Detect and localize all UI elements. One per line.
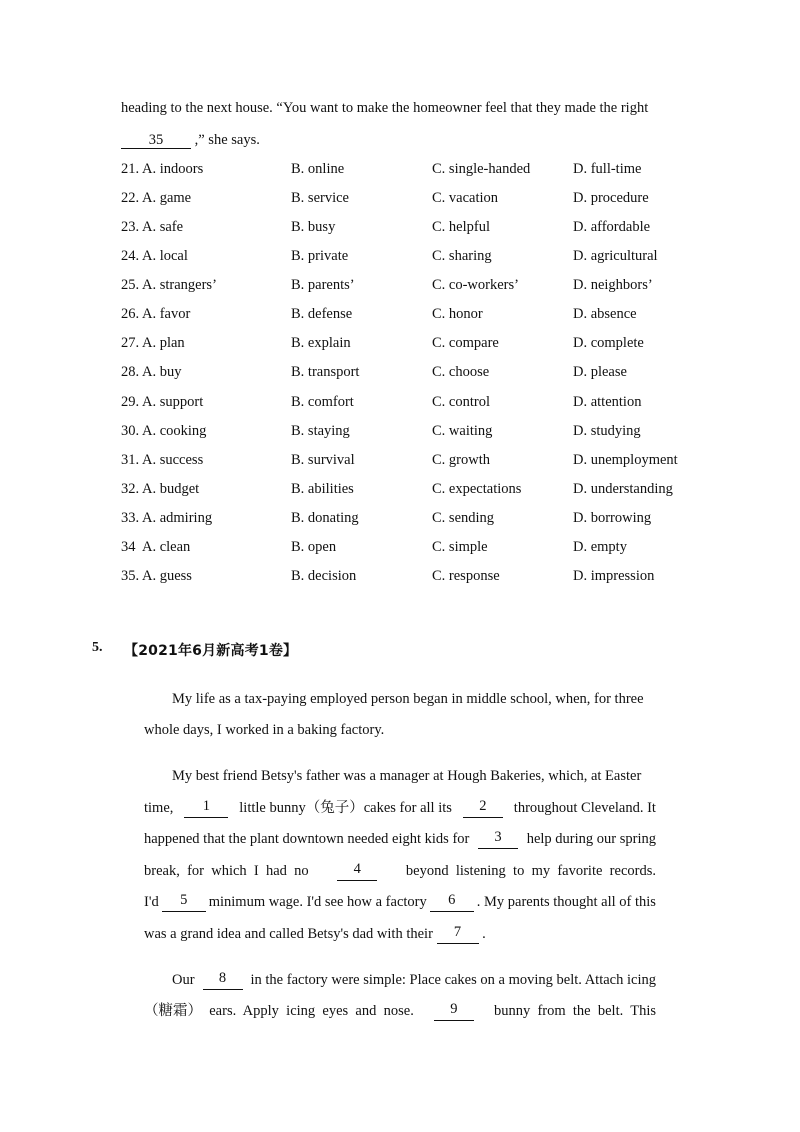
option-d: D. please xyxy=(573,364,627,381)
blank-9: 9 xyxy=(434,1001,474,1021)
p2-line-4: break, for which I had no 4 beyond listening to my favorite records. xyxy=(144,861,656,879)
intro-line-2-text: ,” she says. xyxy=(191,132,260,148)
p2-line-5: I'd 5 minimum wage. I'd see how a factory 6 . My parents thought all of this xyxy=(144,892,656,910)
section-number: 5. xyxy=(92,640,103,655)
option-c: C. helpful xyxy=(432,219,490,236)
option-d: D. absence xyxy=(573,306,637,323)
option-a: A. budget xyxy=(142,480,200,497)
section-title: 【2021年6月新高考1卷】 xyxy=(124,643,298,659)
option-row xyxy=(121,333,701,353)
option-b: B. parents’ xyxy=(291,277,355,294)
question-number: 35. xyxy=(121,567,140,584)
option-row xyxy=(121,537,701,557)
option-a: A. strangers’ xyxy=(142,277,217,294)
option-d: D. borrowing xyxy=(573,509,652,526)
blank-6: 6 xyxy=(430,892,474,912)
question-number: 22. xyxy=(121,190,140,207)
p3-line-1: Our 8 in the factory were simple: Place cakes on a moving belt. Attach icing xyxy=(172,970,656,988)
option-row xyxy=(121,217,701,237)
option-c: C. choose xyxy=(432,364,490,381)
option-a: A. buy xyxy=(142,364,182,381)
option-b: B. survival xyxy=(291,451,355,468)
option-row xyxy=(121,508,701,528)
question-number: 34 xyxy=(121,538,136,555)
option-row xyxy=(121,450,701,470)
question-number: 27. xyxy=(121,335,140,352)
option-b: B. abilities xyxy=(291,480,354,497)
option-a: A. local xyxy=(142,248,188,265)
blank-1: 1 xyxy=(184,798,228,818)
option-a: A. favor xyxy=(142,306,191,323)
question-number: 31. xyxy=(121,451,140,468)
p2-line-2: time, 1 little bunny（兔子）cakes for all its 2 throughout Cleveland. It xyxy=(144,798,656,816)
option-b: B. open xyxy=(291,538,337,555)
option-b: B. service xyxy=(291,190,349,207)
question-number: 29. xyxy=(121,393,140,410)
option-row xyxy=(121,421,701,441)
option-c: C. response xyxy=(432,567,500,584)
option-row xyxy=(121,246,701,266)
option-row xyxy=(121,188,701,208)
p2-line-3: happened that the plant downtown needed eight kids for 3 help during our spring xyxy=(144,829,656,847)
option-row xyxy=(121,479,701,499)
option-row xyxy=(121,392,701,412)
option-b: B. comfort xyxy=(291,393,354,410)
option-b: B. transport xyxy=(291,364,360,381)
question-number: 32. xyxy=(121,480,140,497)
intro-text: heading to the next house. “You want to make the homeowner feel that they made the right xyxy=(121,100,649,116)
option-a: A. support xyxy=(142,393,204,410)
option-d: D. full-time xyxy=(573,161,642,177)
option-row xyxy=(121,566,701,586)
blank-4: 4 xyxy=(337,861,377,881)
option-d: D. affordable xyxy=(573,219,651,236)
option-a: A. success xyxy=(142,451,204,468)
option-c: C. control xyxy=(432,393,490,410)
option-d: D. unemployment xyxy=(573,451,678,468)
question-number: 26. xyxy=(121,306,140,323)
question-number: 23. xyxy=(121,219,140,236)
option-c: C. sending xyxy=(432,509,495,526)
option-c: C. single-handed xyxy=(432,161,531,177)
option-d: D. procedure xyxy=(573,190,649,207)
option-a: A. cooking xyxy=(142,422,207,439)
p2-line-1: My best friend Betsy's father was a manager at Hough Bakeries, which, at Easter xyxy=(172,768,642,784)
option-c: C. expectations xyxy=(432,480,522,497)
option-d: D. empty xyxy=(573,538,627,555)
option-c: C. growth xyxy=(432,451,490,468)
option-b: B. decision xyxy=(291,567,357,584)
option-d: D. complete xyxy=(573,335,644,352)
blank-2: 2 xyxy=(463,798,503,818)
option-c: C. waiting xyxy=(432,422,493,439)
question-number: 24. xyxy=(121,248,140,265)
option-b: B. staying xyxy=(291,422,350,439)
option-d: D. attention xyxy=(573,393,642,410)
option-d: D. understanding xyxy=(573,480,673,497)
blank-5: 5 xyxy=(162,892,206,912)
p2-line-6: was a grand idea and called Betsy's dad with their 7 . xyxy=(144,924,486,942)
question-number: 21. xyxy=(121,161,140,177)
question-number: 28. xyxy=(121,364,140,381)
option-c: C. honor xyxy=(432,306,483,323)
option-row xyxy=(121,362,701,382)
blank-8: 8 xyxy=(203,970,243,990)
option-c: C. sharing xyxy=(432,248,492,265)
p1-line-1: My life as a tax-paying employed person began in middle school, when, for three xyxy=(172,691,644,707)
option-a: A. guess xyxy=(142,567,192,584)
option-b: B. private xyxy=(291,248,349,265)
p3-line-2: （糖霜） ears. Apply icing eyes and nose. 9 bunny from the belt. This xyxy=(144,1001,656,1019)
option-a: A. clean xyxy=(142,538,191,555)
option-a: A. indoors xyxy=(142,161,204,177)
option-b: B. explain xyxy=(291,335,351,352)
option-a: A. admiring xyxy=(142,509,213,526)
option-c: C. co-workers’ xyxy=(432,277,519,294)
option-c: C. compare xyxy=(432,335,499,352)
blank-3: 3 xyxy=(478,829,518,849)
option-b: B. defense xyxy=(291,306,353,323)
option-d: D. neighbors’ xyxy=(573,277,653,294)
option-a: A. game xyxy=(142,190,192,207)
option-row xyxy=(121,275,701,295)
question-number: 30. xyxy=(121,422,140,439)
blank-7: 7 xyxy=(437,924,479,944)
option-b: B. online xyxy=(291,161,345,177)
question-number: 25. xyxy=(121,277,140,294)
option-c: C. simple xyxy=(432,538,488,555)
option-d: D. agricultural xyxy=(573,248,658,265)
p1-line-2: whole days, I worked in a baking factory. xyxy=(144,722,385,738)
option-d: D. impression xyxy=(573,567,655,584)
question-number: 33. xyxy=(121,509,140,526)
option-row xyxy=(121,304,701,324)
option-c: C. vacation xyxy=(432,190,499,207)
intro-line-2 xyxy=(121,130,260,150)
option-a: A. plan xyxy=(142,335,185,352)
intro-line-1 xyxy=(121,98,648,118)
option-a: A. safe xyxy=(142,219,184,236)
option-row xyxy=(121,159,701,179)
blank-35: 35 xyxy=(121,132,191,149)
option-b: B. donating xyxy=(291,509,359,526)
option-b: B. busy xyxy=(291,219,336,236)
option-d: D. studying xyxy=(573,422,641,439)
